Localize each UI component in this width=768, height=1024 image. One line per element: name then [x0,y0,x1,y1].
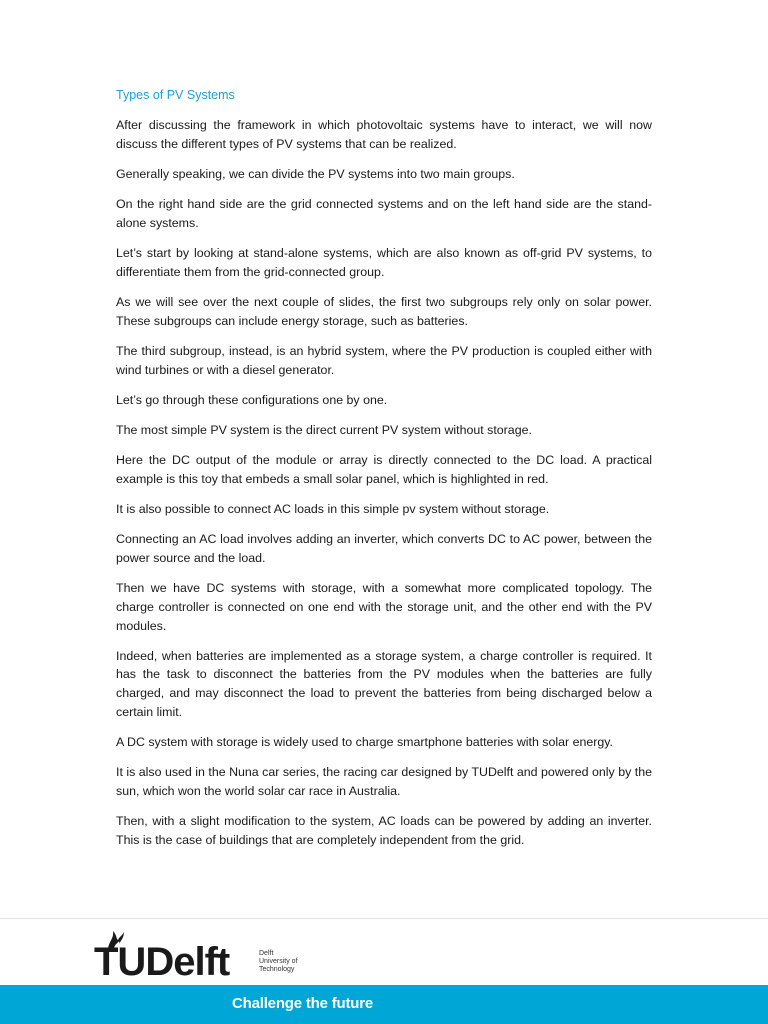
paragraph: On the right hand side are the grid connected systems and on the left hand side are the stand-alone systems. [116,197,652,230]
paragraph: Indeed, when batteries are implemented as a storage system, a charge controller is required. It has the task to disconnect the batteries from the PV modules when the batteries are fully charged, and may disconnect the load to prevent the batteries from being discharged below a certain limit. [116,648,652,719]
paragraph: Then we have DC systems with storage, with a somewhat more complicated topology. The charge controller is connected on one end with the storage unit, and the other end with the PV modules. [116,581,652,633]
logo-sub-line: Delft [259,950,274,957]
logo-wordmark: TUDelft [94,940,230,984]
paragraph: As we will see over the next couple of slides, the first two subgroups rely only on solar power. These subgroups can include energy storage, such as batteries. [116,294,652,328]
paragraph: A DC system with storage is widely used to charge smartphone batteries with solar energy. [116,735,613,750]
paragraph: Here the DC output of the module or array is directly connected to the DC load. A practical example is this toy that embeds a small solar panel, which is highlighted in red. [116,453,652,486]
document-body [116,88,652,861]
logo-sub-line: Technology [259,966,295,973]
paragraph: Generally speaking, we can divide the PV systems into two main groups. [116,166,515,181]
tagline: Challenge the future [232,995,374,1012]
paragraph: The third subgroup, instead, is an hybrid system, where the PV production is coupled either with wind turbines or with a diesel generator. [116,343,652,377]
paragraph: Then, with a slight modification to the system, AC loads can be powered by adding an inverter. This is the case of buildings that are completely independent from the grid. [116,814,652,847]
paragraph: It is also possible to connect AC loads in this simple pv system without storage. [116,502,550,517]
paragraph: After discussing the framework in which photovoltaic systems have to interact, we will now discuss the different types of PV systems that can be realized. [116,118,652,151]
paragraph: Let’s go through these configurations one by one. [116,392,388,407]
tudelft-logo [94,926,334,982]
logo-subtitle [259,950,298,974]
paragraph: It is also used in the Nuna car series, the racing car designed by TUDelft and powered only by the sun, which won the world solar car race in Australia. [116,765,652,798]
logo-sub-line: University of [259,958,298,965]
section-heading: Types of PV Systems [116,88,235,102]
footer-banner [0,985,768,1024]
paragraph: The most simple PV system is the direct current PV system without storage. [116,422,532,437]
footer-divider [0,918,768,919]
paragraph: Let’s start by looking at stand-alone systems, which are also known as off-grid PV systems, to differentiate them from the grid-connected group. [116,246,652,279]
paragraph: Connecting an AC load involves adding an inverter, which converts DC to AC power, between the power source and the load. [116,532,652,565]
